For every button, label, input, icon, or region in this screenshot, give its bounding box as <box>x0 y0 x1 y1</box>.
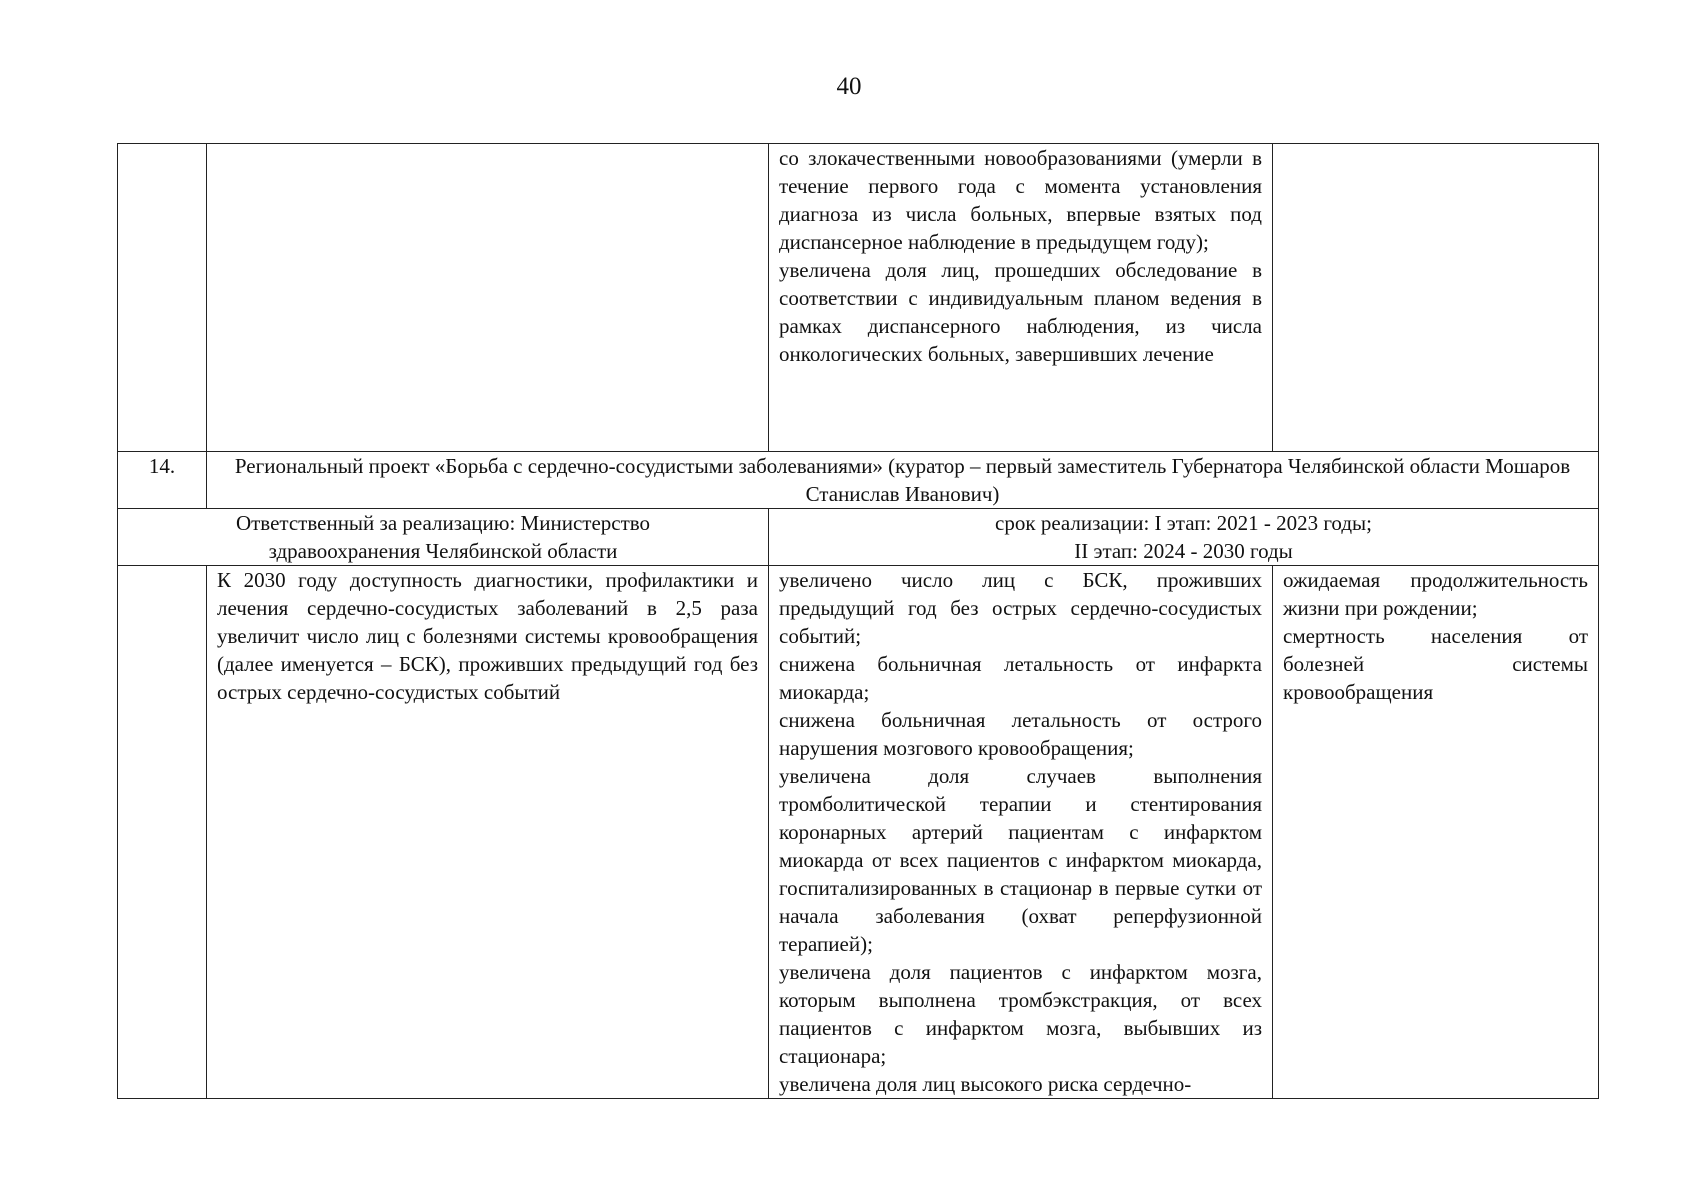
project-title: Региональный проект «Борьба с сердечно-сосудистыми заболеваниями» (куратор – первый заместитель Губернатора Челябинской области Мошаров Станислав Иванович) <box>207 452 1599 509</box>
period-cell <box>769 509 1599 566</box>
period-line-1: срок реализации: I этап: 2021 - 2023 годы; <box>995 511 1372 535</box>
program-table <box>117 143 1599 1099</box>
indicators-cell <box>1273 566 1599 1099</box>
responsible-text: Ответственный за реализацию: Министерство здравоохранения Челябинской области <box>235 511 651 563</box>
page-number: 40 <box>836 73 862 100</box>
effect-item: увеличена доля лиц, прошедших обследование в соответствии с индивидуальным планом ведения в рамках диспансерного наблюдения, из числа онкологических больных, завершивших лечение <box>779 258 1262 366</box>
cell-goal-empty <box>207 144 769 452</box>
cell-number-empty <box>118 144 207 452</box>
effect-item: снижена больничная летальность от инфаркта миокарда; <box>779 652 1262 704</box>
responsible-cell <box>118 509 769 566</box>
cell-number-empty <box>118 566 207 1099</box>
table-row-responsible <box>118 509 1599 566</box>
effects-cell <box>769 566 1273 1099</box>
effect-item: увеличена доля лиц высокого риска сердечно- <box>779 1072 1192 1096</box>
period-line-2: II этап: 2024 - 2030 годы <box>1074 539 1293 563</box>
effect-item: со злокачественными новообразованиями (умерли в течение первого года с момента установления диагноза из числа больных, впервые взятых под диспансерное наблюдение в предыдущем году); <box>779 146 1262 254</box>
table-row-project <box>118 452 1599 509</box>
effect-item: увеличено число лиц с БСК, проживших предыдущий год без острых сердечно-сосудистых событий; <box>779 568 1262 648</box>
project-number: 14. <box>118 452 207 509</box>
table-row-main <box>118 566 1599 1099</box>
indicator-item: смертность населения от болезней системы кровообращения <box>1283 624 1588 704</box>
effect-item: снижена больничная летальность от острого нарушения мозгового кровообращения; <box>779 708 1262 760</box>
effect-item: увеличена доля случаев выполнения тромболитической терапии и стентирования коронарных артерий пациентам с инфарктом миокарда от всех пациентов с инфарктом миокарда, госпитализированных в стационар в первые сутки от начала заболевания (охват реперфузионной терапией); <box>779 764 1262 956</box>
cell-effects-continuation <box>769 144 1273 452</box>
cell-indicators-empty <box>1273 144 1599 452</box>
effect-item: увеличена доля пациентов с инфарктом мозга, которым выполнена тромбэкстракция, от всех пациентов с инфарктом мозга, выбывших из стационара; <box>779 960 1262 1068</box>
table-row-continuation <box>118 144 1599 452</box>
indicator-item: ожидаемая продолжительность жизни при рождении; <box>1283 568 1588 620</box>
goal-cell: К 2030 году доступность диагностики, профилактики и лечения сердечно-сосудистых заболеваний в 2,5 раза увеличит число лиц с болезнями системы кровообращения (далее именуется – БСК), проживших предыдущий год без острых сердечно-сосудистых событий <box>207 566 769 1099</box>
